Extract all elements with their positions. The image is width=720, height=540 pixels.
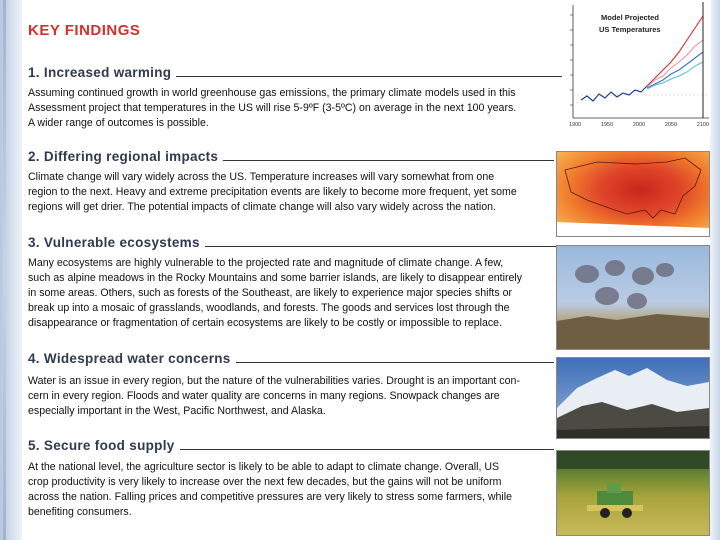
section-heading-regional-impacts: 2. Differing regional impacts [28,146,554,164]
right-decorative-bar [710,0,720,540]
ecosystem-photo-image [556,245,710,350]
x-tick: 2050 [664,122,678,128]
model-series-pink [647,40,703,87]
section-heading-food: 5. Secure food supply [28,435,554,453]
section-heading-increased-warming: 1. Increased warming [28,62,562,80]
left-decorative-bar [0,0,22,540]
section-heading-water: 4. Widespread water concerns [28,348,554,366]
section-text-food: At the national level, the agriculture sector is likely to be able to adapt to climate change. Overall, US crop productivity is very likely to increase over the next few decades, but the gains will not be uniform across the nation. Falling prices and competitive pressures are very likely to stress some farmers, while benefiting consumers. [28,461,512,518]
x-tick: 2100 [696,122,709,128]
chart-title-line2: US Temperatures [599,25,661,34]
x-tick: 1950 [600,122,614,128]
us-temperature-map-image [556,151,710,237]
section-text-regional-impacts: Climate change will vary widely across the US. Temperature increases will vary somewhat from one region to the next. Heavy and extreme precipitation events are likely to become more frequent, yet some regions will get drier. The potential impacts of climate change will also vary widely across the nation. [28,171,517,213]
x-tick: 1900 [569,122,582,128]
harvest-field-image [556,450,710,536]
section-text-ecosystems: Many ecosystems are highly vulnerable to the projected rate and magnitude of climate change. A few, such as alpine meadows in the Rocky Mountains and some barrier islands, are likely to disappear entirely in some areas. Others, such as forests of the Southeast, are likely to experience major species shifts or break up into a mosaic of grasslands, woodlands, and forests. The goods and services lost through the disappearance or fragmentation of certain ecosystems are likely to be costly or impossible to replace. [28,257,523,329]
section-heading-ecosystems: 3. Vulnerable ecosystems [28,232,706,250]
temperature-projection-chart [563,0,711,135]
x-tick: 2000 [632,122,646,128]
chart-title-line1: Model Projected [601,13,659,22]
observed-series [581,86,647,101]
section-text-increased-warming: Assuming continued growth in world greenhouse gas emissions, the primary climate models used in this Assessment project that temperatures in the US will rise 5-9ºF (3-5ºC) on average in the next 100 years. A wider range of outcomes is possible. [28,87,517,129]
page-title: KEY FINDINGS [28,22,141,39]
model-series-cyan [647,62,703,89]
section-text-water: Water is an issue in every region, but the nature of the vulnerabilities varies. Drought is an important con- cern in every region. Floods and water quality are concerns in many regions. Snowpack changes are especially important in the West, Pacific Northwest, and Alaska. [28,375,520,417]
mountain-snowpack-image [556,357,710,439]
combine-harvester [587,483,643,511]
